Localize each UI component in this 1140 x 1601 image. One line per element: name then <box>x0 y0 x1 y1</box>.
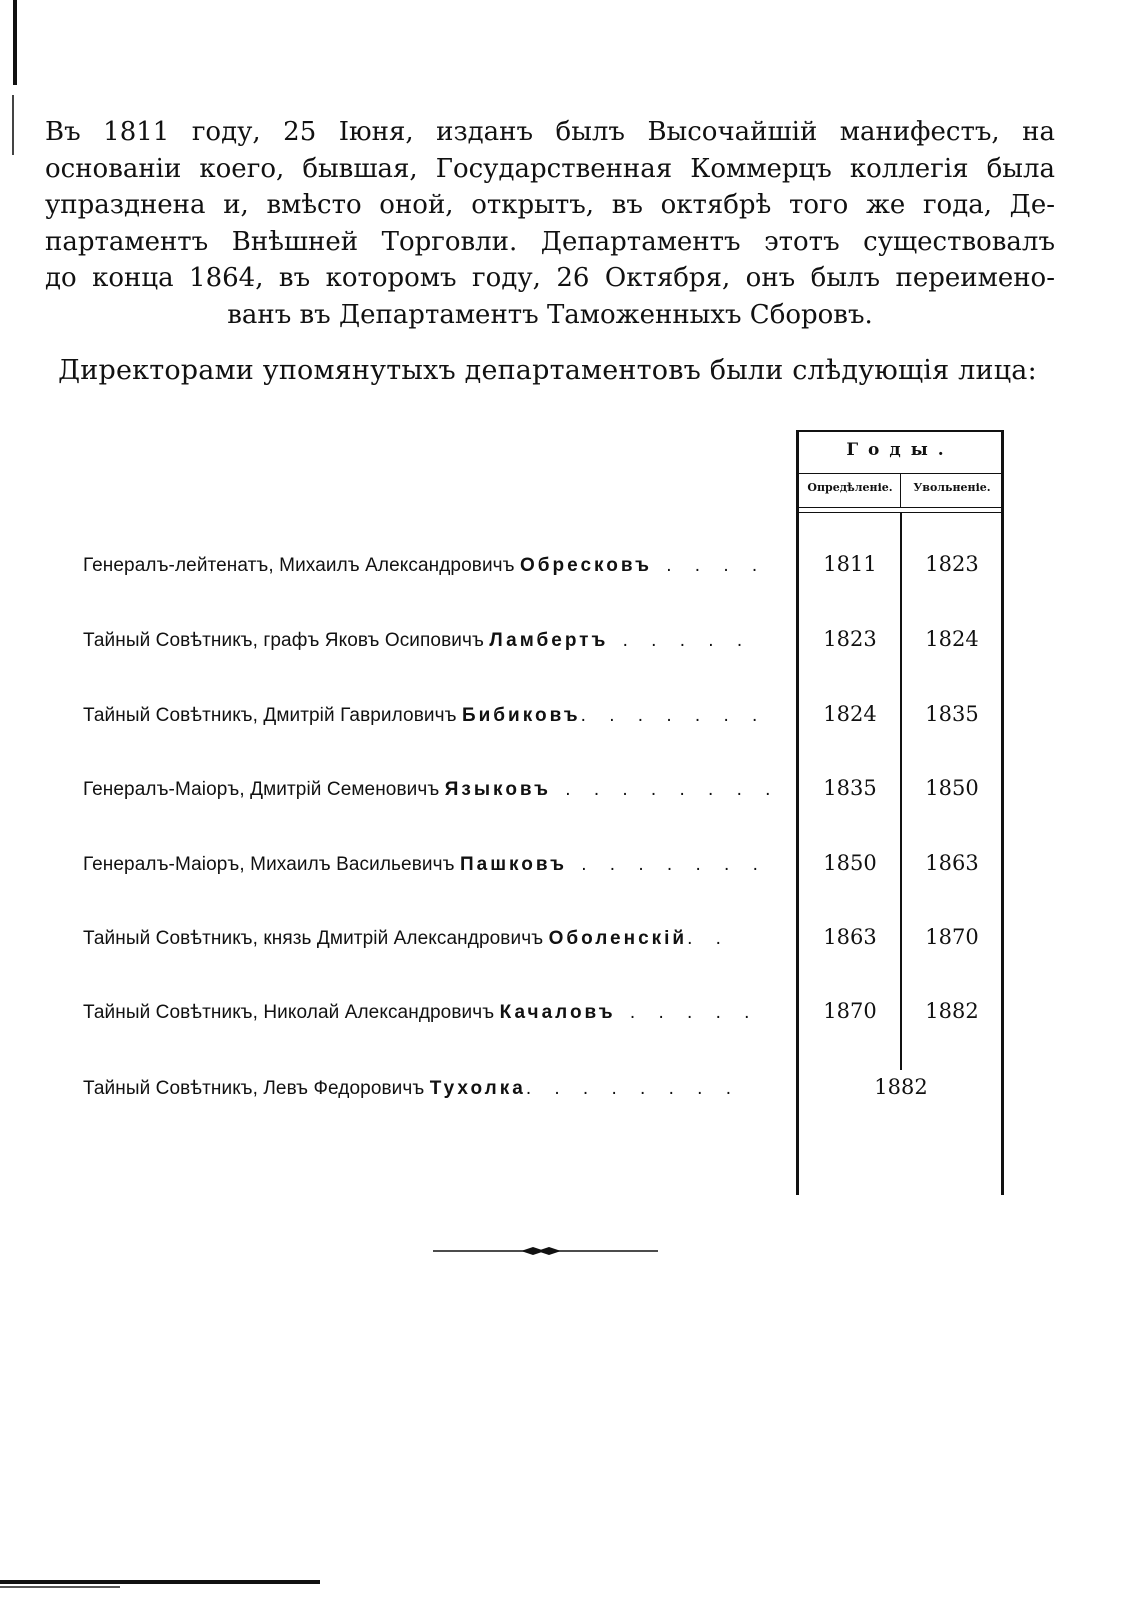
intro-paragraph <box>45 114 1055 334</box>
intro-line: Въ 1811 году, 25 Іюня, изданъ былъ Высочайшій манифестъ, на <box>45 117 1055 147</box>
dismissed-year: 1870 <box>925 925 979 949</box>
appointment-column-header: Опредѣленіе. <box>807 481 893 494</box>
intro-line: до конца 1864, въ которомъ году, 26 Октября, онъ былъ переимено- <box>45 263 1055 294</box>
dismissed-year: 1863 <box>925 851 979 875</box>
director-surname: Пашковъ <box>459 854 567 875</box>
dismissed-year: 1850 <box>925 776 979 800</box>
appointed-year: 1835 <box>823 776 877 800</box>
director-name: Тайный Совѣтникъ, Дмитрій Гавриловичъ Бибиковъ. . . . . . . <box>83 705 767 726</box>
table-header-rule <box>799 507 1001 508</box>
table-border-top <box>796 430 1004 432</box>
appointed-year: 1882 <box>874 1075 928 1099</box>
intro-line: основаніи коего, бывшая, Государственная Коммерцъ коллегія была <box>45 153 1055 184</box>
intro-line: упразднена и, вмѣсто оной, открытъ, въ октябрѣ того же года, Де- <box>45 190 1055 221</box>
director-name: Тайный Совѣтникъ, князь Дмитрій Александровичъ Оболенскій. . <box>83 928 730 949</box>
appointed-year: 1863 <box>823 925 877 949</box>
director-surname: Ламбертъ <box>489 630 609 651</box>
director-name: Тайный Совѣтникъ, Николай Александровичъ Качаловъ . . . . . <box>83 1002 759 1023</box>
dismissed-year: 1835 <box>925 702 979 726</box>
dismissed-year: 1882 <box>925 999 979 1023</box>
director-name: Генералъ-Маіоръ, Михаилъ Васильевичъ Пашковъ . . . . . . . <box>83 854 767 875</box>
appointed-year: 1811 <box>823 552 877 576</box>
scan-bottom-mark <box>0 1586 120 1588</box>
director-name: Генералъ-Маіоръ, Дмитрій Семеновичъ Языковъ . . . . . . . . <box>83 779 780 800</box>
directors-heading: Директорами упомянутыхъ департаментовъ были слѣдующія лица: <box>58 355 1037 386</box>
dismissal-column-header: Увольненіе. <box>913 481 991 494</box>
appointed-year: 1870 <box>823 999 877 1023</box>
scan-edge-mark <box>13 0 17 85</box>
years-header: Годы. <box>846 440 954 460</box>
director-name: Тайный Совѣтникъ, Левъ Федоровичъ Тухолка. . . . . . . . <box>83 1078 740 1099</box>
scan-bottom-mark <box>0 1580 320 1584</box>
director-surname: Обресковъ <box>520 555 652 576</box>
intro-line: ванъ въ Департаментъ Таможенныхъ Сборовъ. <box>227 299 873 330</box>
director-surname: Оболенскій <box>548 928 688 949</box>
dismissed-year: 1824 <box>925 627 979 651</box>
director-surname: Языковъ <box>444 779 551 800</box>
director-surname: Тухолка <box>429 1078 526 1099</box>
scan-edge-mark-lower <box>12 95 14 155</box>
table-header-divider <box>900 474 901 507</box>
dismissed-year: 1823 <box>925 552 979 576</box>
appointed-year: 1850 <box>823 851 877 875</box>
table-border-left <box>796 430 799 1195</box>
director-name: Тайный Совѣтникъ, графъ Яковъ Осиповичъ Ламбертъ . . . . . <box>83 630 752 651</box>
appointed-year: 1823 <box>823 627 877 651</box>
ornament-divider <box>433 1245 658 1257</box>
intro-line: партаментъ Внѣшней Торговли. Департаментъ этотъ существовалъ <box>45 226 1055 257</box>
appointed-year: 1824 <box>823 702 877 726</box>
director-surname: Качаловъ <box>499 1002 616 1023</box>
director-name: Генералъ-лейтенатъ, Михаилъ Александровичъ Обресковъ . . . . <box>83 555 767 576</box>
director-surname: Бибиковъ <box>461 705 581 726</box>
